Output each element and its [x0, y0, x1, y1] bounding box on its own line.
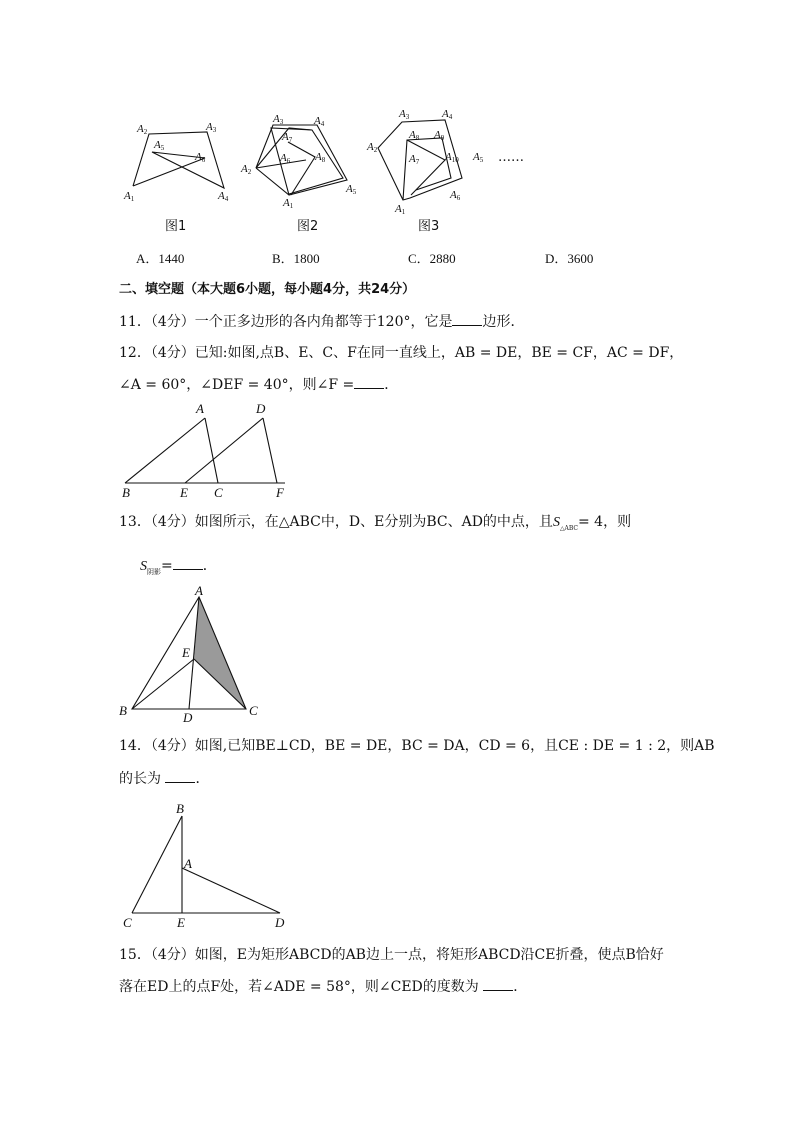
question-13-line-1: 13．（4分）如图所示，在△ABC中，D、E分别为BC、AD的中点，且$S_{\triangle ABC}= 4$，则 — [119, 514, 632, 532]
svg-text:A4: A4 — [314, 115, 325, 128]
q14-figure — [115, 798, 295, 930]
svg-text:A7: A7 — [282, 131, 293, 144]
svg-text:E: E — [180, 485, 188, 500]
choice-b: B．1800 — [272, 251, 320, 266]
svg-text:A5: A5 — [473, 151, 484, 164]
svg-text:B: B — [176, 801, 184, 816]
svg-text:A9: A9 — [434, 129, 445, 142]
section-2-title: 二、填空题（本大题6小题，每小题4分，共24分） — [119, 282, 416, 297]
svg-text:A: A — [196, 401, 204, 416]
choice-c: C．2880 — [408, 251, 456, 266]
svg-text:A10: A10 — [445, 151, 459, 164]
question-15-line-1: 15．（4分）如图，E为矩形ABCD的AB边上一点，将矩形ABCD沿CE折叠，使点B恰好 — [119, 947, 664, 963]
svg-text:A5: A5 — [346, 183, 357, 196]
svg-text:A1: A1 — [395, 203, 406, 216]
svg-text:A5: A5 — [154, 139, 165, 152]
question-12-line-1: 12．（4分）已知:如图,点B、E、C、F在同一直线上，AB = DE，BE = CF，AC = DF， — [119, 345, 684, 361]
figure-2-star-hexagon — [256, 125, 347, 195]
svg-text:F: F — [276, 485, 284, 500]
svg-text:A4: A4 — [442, 108, 453, 121]
figure-3-caption: 图3 — [418, 219, 440, 234]
svg-text:A: A — [184, 856, 192, 871]
svg-text:A6: A6 — [450, 189, 461, 202]
answer-blank — [173, 555, 203, 570]
answer-blank — [452, 311, 482, 326]
svg-text:C: C — [249, 703, 258, 718]
choice-a: A．1440 — [136, 251, 185, 266]
svg-text:A8: A8 — [409, 129, 420, 142]
question-15-line-2: 落在ED上的点F处，若∠ADE = 58°，则∠CED的度数为 ． — [119, 976, 527, 997]
svg-text:D: D — [275, 915, 285, 930]
svg-text:A2: A2 — [137, 123, 148, 136]
figure-1-star-quadrilateral — [133, 132, 224, 188]
question-14-line-1: 14．（4分）如图,已知BE⊥CD，BE = DE，BC = DA，CD = 6，且CE : DE = 1 : 2，则AB — [119, 738, 715, 754]
svg-text:A8: A8 — [315, 151, 326, 164]
svg-text:E: E — [182, 645, 190, 660]
svg-text:E: E — [177, 915, 185, 930]
svg-text:A2: A2 — [367, 141, 378, 154]
q13-figure — [115, 585, 275, 725]
svg-text:B: B — [119, 703, 127, 718]
question-14-line-2: 的长为 ． — [119, 768, 209, 789]
answer-blank — [483, 976, 513, 991]
svg-text:C: C — [214, 485, 223, 500]
answer-blank — [354, 374, 384, 389]
svg-text:A3: A3 — [273, 113, 284, 126]
svg-text:A7: A7 — [409, 153, 420, 166]
svg-text:A6: A6 — [195, 151, 206, 164]
q10-figures — [115, 100, 545, 225]
choice-d: D．3600 — [545, 251, 594, 266]
question-12-line-2: ∠A = 60°，∠DEF = 40°，则∠F = ． — [119, 374, 398, 395]
figure-3-labels — [366, 108, 484, 216]
svg-text:A: A — [195, 585, 203, 598]
shaded-triangle-aec — [194, 597, 246, 709]
q10-ellipsis: …… — [498, 150, 524, 165]
svg-text:A2: A2 — [241, 163, 252, 176]
figure-2-caption: 图2 — [297, 219, 319, 234]
svg-text:D: D — [183, 710, 193, 725]
figure-1-caption: 图1 — [165, 219, 187, 234]
svg-text:A6: A6 — [280, 152, 291, 165]
svg-text:A1: A1 — [124, 190, 135, 203]
answer-blank — [165, 768, 195, 783]
q12-figure — [115, 398, 305, 503]
svg-text:C: C — [123, 915, 132, 930]
question-11: 11．（4分）一个正多边形的各内角都等于120°，它是 边形． — [119, 311, 524, 332]
question-13-line-2: $S_{阴影}=$ ． — [140, 555, 217, 582]
svg-text:A4: A4 — [218, 190, 229, 203]
svg-text:A3: A3 — [399, 108, 410, 121]
svg-text:B: B — [122, 485, 130, 500]
svg-text:A1: A1 — [283, 197, 294, 210]
svg-text:D: D — [256, 401, 266, 416]
svg-text:A3: A3 — [206, 121, 217, 134]
